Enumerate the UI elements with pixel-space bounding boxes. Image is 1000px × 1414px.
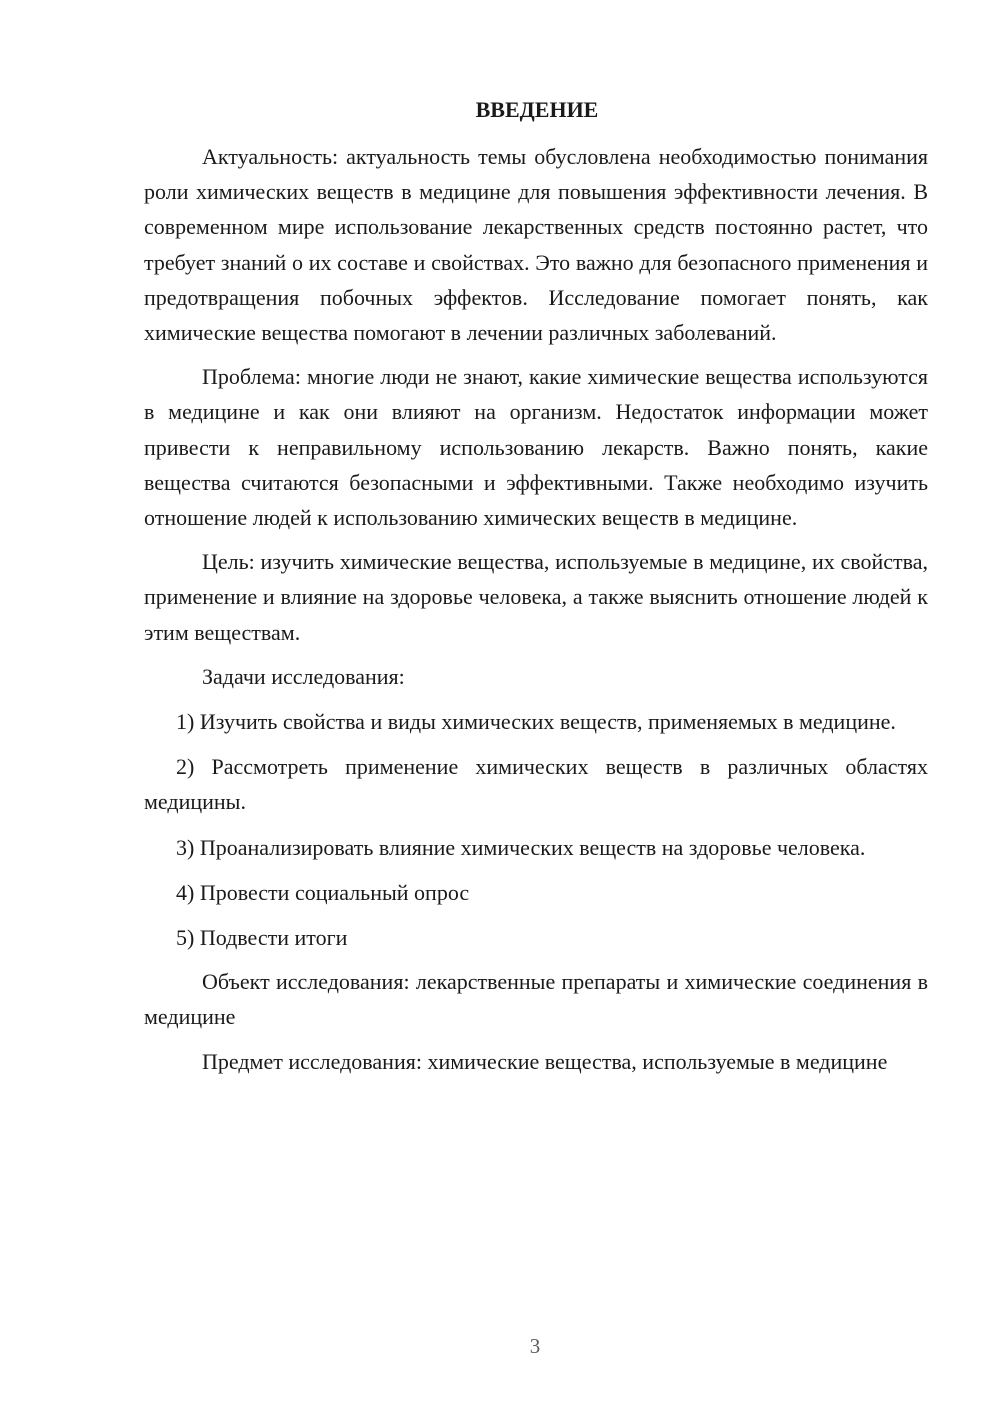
problem-paragraph: Проблема: многие люди не знают, какие химические вещества используются в медицине и как они влияют на организм. Недостаток информации может привести к неправильному использованию лекарств. Важно понять, какие вещества считаются безопасными и эффективными. Также необходимо изучить отношение людей к использованию химических веществ в медицине. <box>144 364 928 531</box>
document-body <box>144 95 928 1079</box>
page-number: 3 <box>529 1334 541 1358</box>
goal-paragraph: Цель: изучить химические вещества, используемые в медицине, их свойства, применение и влияние на здоровье человека, а также выяснить отношение людей к этим веществам. <box>144 549 928 645</box>
task-item: 3) Проанализировать влияние химических веществ на здоровье человека. <box>176 834 866 860</box>
task-item: 4) Провести социальный опрос <box>176 879 470 905</box>
task-item: 2) Рассмотреть применение химических веществ в различных областях медицины. <box>144 754 928 815</box>
section-title: ВВЕДЕНИЕ <box>475 97 599 122</box>
task-item: 5) Подвести итоги <box>176 925 348 951</box>
relevance-paragraph: Актуальность: актуальность темы обусловлена необходимостью понимания роли химических веществ в медицине для повышения эффективности лечения. В современном мире использование лекарственных средств постоянно растет, что требует знаний о их составе и свойствах. Это важно для безопасного применения и предотвращения побочных эффектов. Исследование помогает понять, как химические вещества помогают в лечении различных заболеваний. <box>144 144 928 346</box>
task-item: 1) Изучить свойства и виды химических веществ, применяемых в медицине. <box>176 709 896 735</box>
tasks-heading: Задачи исследования: <box>202 663 405 689</box>
subject-paragraph: Предмет исследования: химические вещества, используемые в медицине <box>202 1048 888 1074</box>
object-paragraph: Объект исследования: лекарственные препараты и химические соединения в медицине <box>144 969 928 1030</box>
